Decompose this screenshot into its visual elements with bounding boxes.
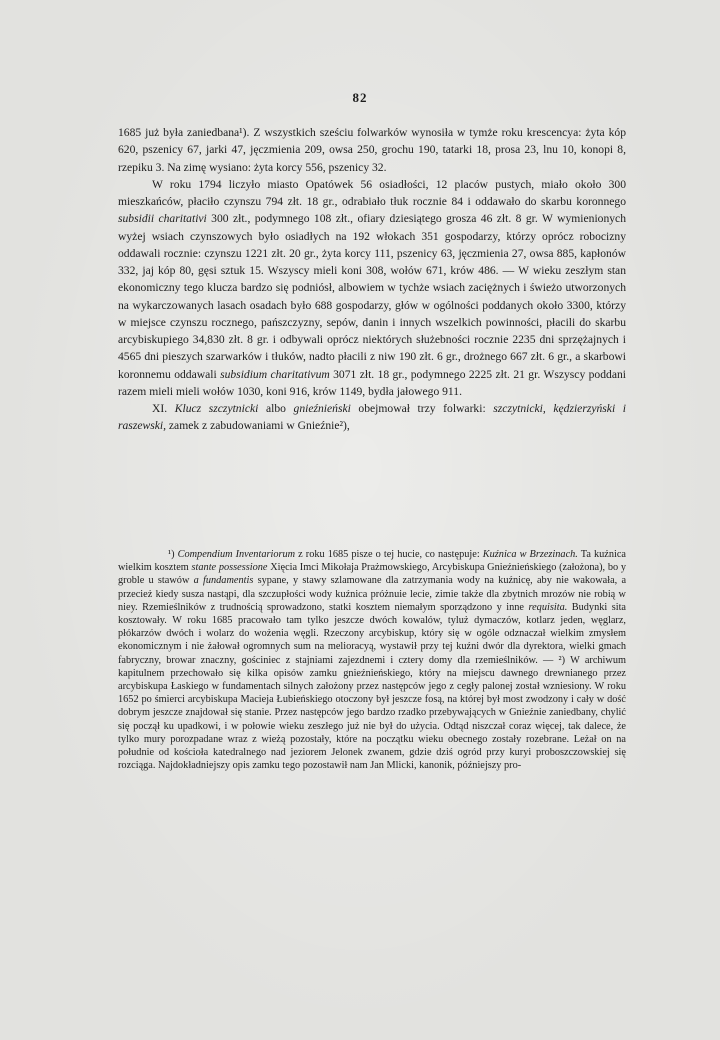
main-text [118, 124, 626, 435]
farm-names: szczytnicki, kędzierzyński i raszewski, [118, 402, 626, 433]
footnotes [118, 548, 626, 772]
text-run: Ta kuźnica wielkim kosztem [118, 549, 626, 574]
latin-term: subsidii charitativi [118, 212, 207, 226]
footnote-marker: ¹) [168, 549, 175, 560]
text-run: Xięcia Imci Mikołaja Prażmowskiego, Arcybiskupa Gnieźnieńskiego (założona), bo y groble u stawów [118, 562, 627, 587]
source-title: Compendium Inventariorum [177, 549, 296, 560]
estate-name: Klucz szczytnicki [174, 402, 259, 415]
latin-term: stante possessione [191, 562, 268, 574]
footnote-text [118, 548, 626, 772]
text-run: W archiwum kapitulnem przechowało się kilka opisów zamku gnieźnieńskiego, który na miejscu dawnego drewnianego przez arcybiskupa Łaskiego w fundamentach silnych założony przez następców jego z cegły palonej został wzniesiony. W roku 1652 po śmierci arcybiskupa Macieja Łubieńskiego otoczony był jeszcze fosą, na której był most zwodzony i cały w dość dobrym jeszcze znajdował się stanie. Przez następców jego bardzo rzadko przebywających w Gnieźnie zaniedbany, chylić się począł ku upadkowi, i w połowie wieku zeszłego już nie był do użycia. Odtąd niszczał coraz więcej, tak dalece, że tylko mury porozpadane wraz z wieżą pozostały, które na początku wieku obecnego zostały rozebrane. Leżał on na południe od kościoła katedralnego nad jeziorem Jelonek zwanem, gdzie dziś ogród przy kuryi proboszczowskiej się rozciąga. Najdokładniejszy opis zamku tego pozostawił nam Jan Mlicki, kanonik, późniejszy pro- [118, 654, 626, 772]
footnote-marker: ²) [558, 654, 566, 666]
page-number: 82 [352, 90, 368, 105]
latin-term: subsidium charitativum [220, 367, 330, 381]
text-run: Budynki sita kosztowały. W roku 1685 pracowało tam tylko jeszcze dwóch kowalów, tyluż dymaczów, kotlarz jeden, węglarz, płókarzów dwóch i wolarz do wożenia węgli. Rzeczony arcybiskup, który się w ogóle odznaczał wielkim zmysłem ekonomicznym i nie żałował ogromnych sum na melioracyą, wystawił przy tej kuźni dwór dla dyrektora, wielki gmach fabryczny, browar znaczny, gościniec z stajniami zajezdnemi i cztery domy dla rzemieślników. — [118, 601, 626, 666]
estate-name: gnieźnieński [293, 402, 351, 415]
paragraph-klucz-szczytnicki [118, 400, 626, 435]
text-run: sypane, y stawy szlamowane dla zatrzymania wody na kuźnicę, aby nie wakowała, a przecież kiedy susza nastąpi, dla szczupłości wody kuźnica próżnuie lecie, zimie także dla zbytnich mrozów nie robią w niey. Rzemieślników z trudnością sprowadzono, statki kosztem niemałym sporządzono y inne [118, 575, 627, 613]
text-run: albo [258, 402, 294, 415]
text-run: obejmował trzy folwarki: [350, 402, 494, 415]
text-run: 300 złt., podymnego 108 złt., ofiary dziesiątego grosza 46 złt. 8 gr. W wymienionych wyżej wsiach czynszowych było osiadłych na 192 włokach 351 gospodarzy, którzy oprócz robocizny oddawali rocznie: czynszu 1221 złt. 20 gr., żyta korcy 111, pszenicy 63, jęczmienia 27, owsa 885, kapłonów 332, jaj kóp 80, gęsi sztuk 15. Wszyscy mieli koni 308, wołów 671, krów 486. — W wieku zeszłym stan ekonomiczny tego klucza bardzo się podniósł, albowiem w tychże wsiach zaciężnych i świeżo utworzonych na wykarczowanych lasach osadach było 688 gospodarzy, głów w ogólności poddanych około 3300, którzy w miejsce czynszu rocznego, pańszczyzny, sepów, danin i innych wszelkich powinności, płacili do skarbu arcybiskupiego 34,830 złt. 8 gr. i odbywali oprócz niektórych służebności rocznie 2235 dni sprzężajnych i 4565 dni pieszych szarwarków i tłuków, nadto płacili z niw 190 złt. 6 gr., drożnego 667 złt. 6 gr., a skarbowi koronnemu oddawali [118, 212, 626, 381]
paragraph-opatowek [118, 176, 626, 400]
quote-heading: Kuźnica w Brzezinach. [482, 549, 578, 560]
text-run: 3071 złt. 18 gr., podymnego 2225 złt. 21 gr. Wszyscy poddani razem mieli mieli wołów 1030, koni 916, krów 1149, bydła jałowego 911. [118, 367, 626, 398]
section-number: XI. [152, 402, 175, 415]
latin-term: requisita. [528, 601, 568, 613]
paragraph-harvest: 1685 już była zaniedbana¹). Z wszystkich sześciu folwarków wynosiła w tymże roku krescencya: żyta kóp 620, pszenicy 67, jarki 47, jęczmienia 209, owsa 250, grochu 190, tatarki 18, prosa 23, lnu 10, konopi 8, rzepiku 3. Na zimę wysiano: żyta korcy 556, pszenicy 32. [118, 126, 626, 174]
text-run: zamek z zabudowaniami w Gnieźnie²), [166, 419, 350, 433]
text-run: W roku 1794 liczyło miasto Opatówek 56 osiadłości, 12 placów pustych, miało około 300 mieszkańców, płaciło czynszu 794 złt. 18 gr., odrabiało tłuk rocznie 84 i oddawało do skarbu koronnego [118, 177, 626, 208]
text-run: z roku 1685 pisze o tej hucie, co następuje: [295, 549, 483, 560]
latin-term: a fundamentis [193, 575, 254, 587]
